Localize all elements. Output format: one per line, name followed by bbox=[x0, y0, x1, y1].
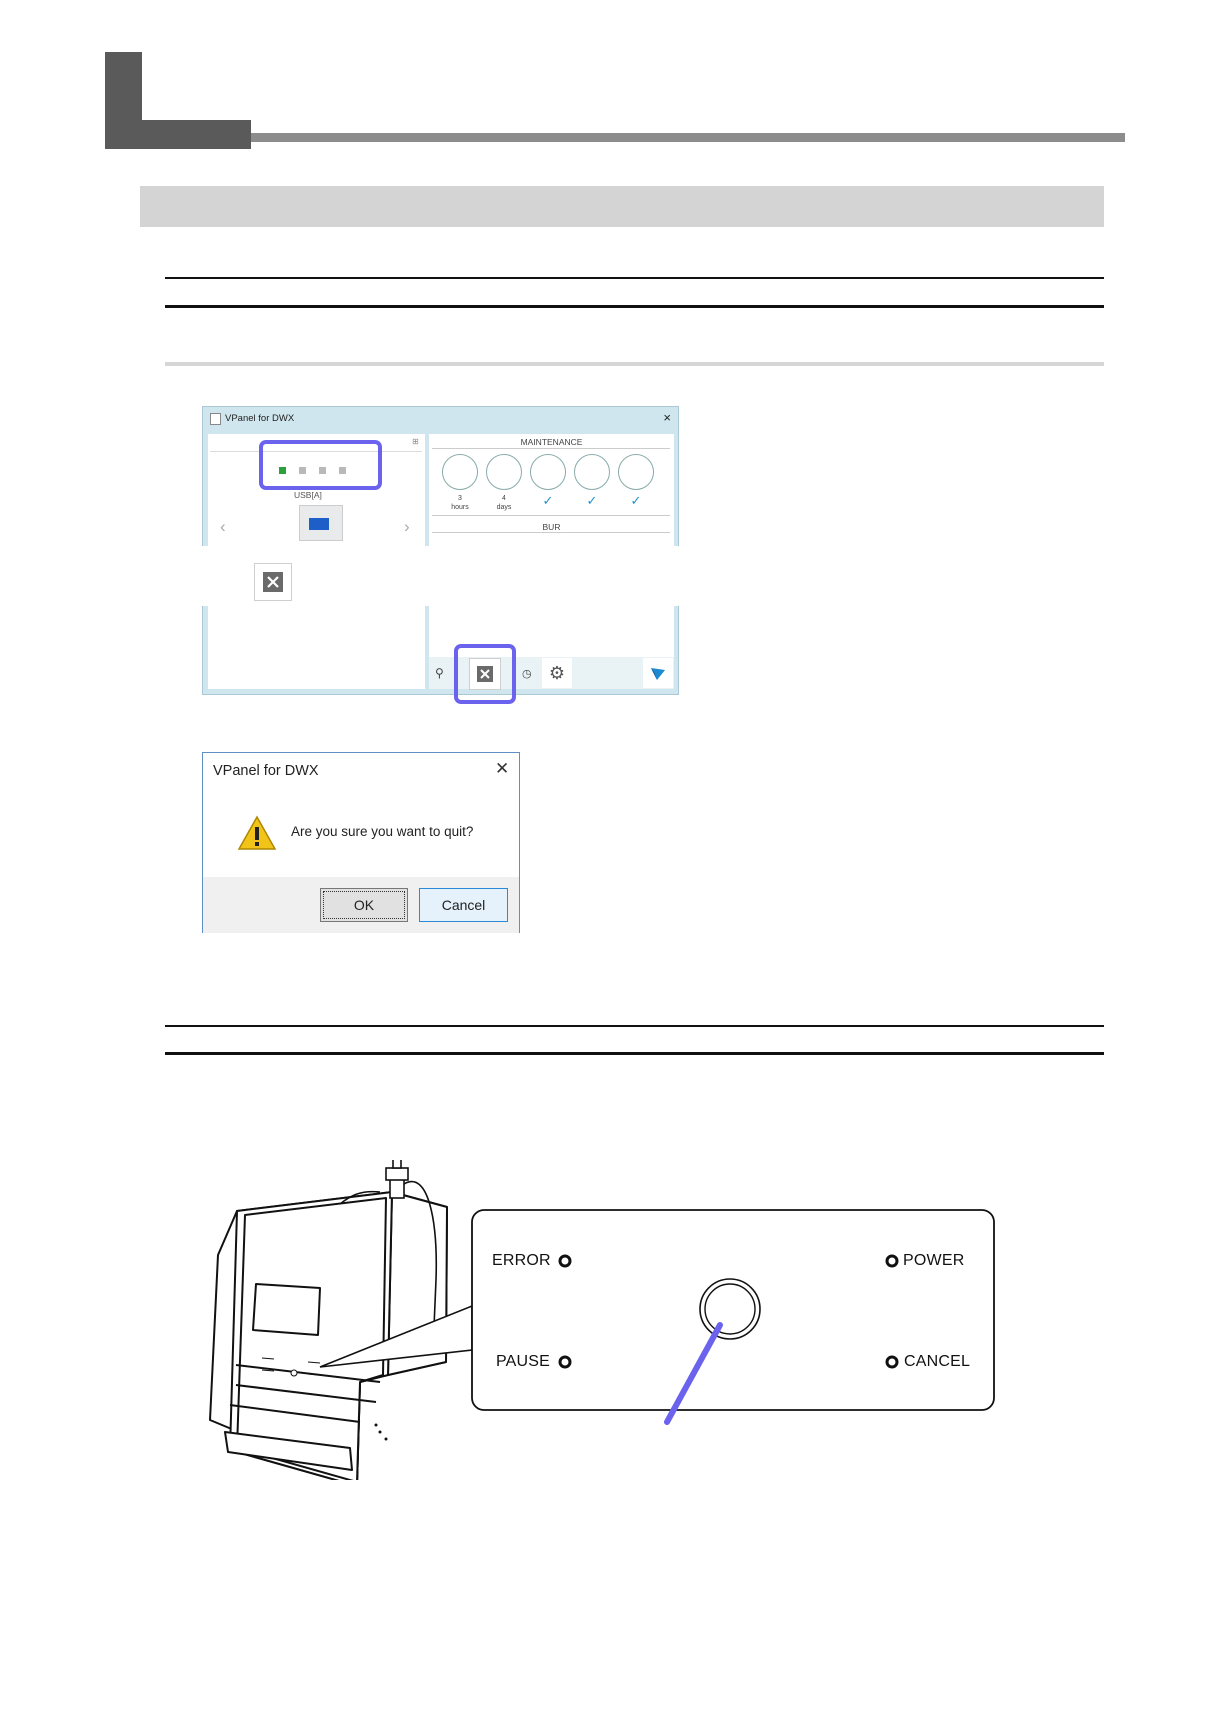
maintenance-ok-check-icon: ✓ bbox=[630, 493, 642, 508]
heading-rule-bottom-2 bbox=[165, 1052, 1104, 1055]
heading-rule-top-2 bbox=[165, 1025, 1104, 1027]
next-machine-icon[interactable]: › bbox=[404, 517, 410, 536]
cancel-button[interactable]: Cancel bbox=[419, 888, 508, 922]
bur-rule-top bbox=[432, 515, 670, 516]
maintenance-oil-icon[interactable] bbox=[574, 454, 610, 490]
chapter-tab-base bbox=[105, 120, 251, 149]
quit-icon-enlarged[interactable] bbox=[254, 563, 292, 601]
vpanel-title: VPanel for DWX bbox=[225, 413, 295, 424]
chapter-rule bbox=[251, 133, 1125, 142]
ok-button[interactable]: OK bbox=[320, 888, 408, 922]
maintenance-cleaning-icon[interactable] bbox=[530, 454, 566, 490]
maintenance-value-2-unit: days bbox=[496, 504, 512, 511]
maintenance-value-1 bbox=[442, 494, 478, 512]
connection-label: USB[A] bbox=[294, 490, 322, 500]
machine-thumbnail bbox=[299, 505, 343, 541]
heading-rule-bottom bbox=[165, 305, 1104, 308]
maintenance-value-2 bbox=[486, 494, 522, 512]
maintenance-title: MAINTENANCE bbox=[520, 437, 583, 447]
maintenance-ok-check-icon: ✓ bbox=[542, 493, 554, 508]
maintenance-value-2-number: 4 bbox=[502, 495, 506, 502]
maintenance-value-1-unit: hours bbox=[451, 504, 469, 511]
warning-icon bbox=[237, 815, 277, 856]
settings-gear-icon[interactable]: ⚙ bbox=[542, 658, 572, 688]
quit-button-highlight bbox=[454, 644, 516, 704]
bur-title: BUR bbox=[542, 522, 561, 532]
machine-selector-highlight bbox=[259, 440, 382, 490]
dialog-close-icon[interactable]: ✕ bbox=[495, 759, 510, 778]
maintenance-rule bbox=[432, 448, 670, 449]
toolbar-clock-icon[interactable]: ◷ bbox=[522, 668, 532, 680]
machine-illustration bbox=[200, 1160, 1000, 1480]
heading-rule-top bbox=[165, 277, 1104, 279]
dialog-button-bar bbox=[203, 877, 519, 933]
window-close-icon[interactable]: × bbox=[663, 410, 671, 425]
led-cancel-label: CANCEL bbox=[904, 1353, 971, 1370]
led-power-label: POWER bbox=[903, 1252, 965, 1269]
prev-machine-icon[interactable]: ‹ bbox=[220, 517, 226, 536]
vpanel-title-bar bbox=[203, 407, 678, 431]
grid-menu-icon[interactable]: ⊞ bbox=[412, 437, 419, 446]
bur-rule bbox=[432, 532, 670, 533]
led-pause-label: PAUSE bbox=[496, 1353, 551, 1370]
app-icon bbox=[210, 413, 221, 425]
dialog-title: VPanel for DWX bbox=[213, 763, 319, 779]
maintenance-bur-icon[interactable] bbox=[618, 454, 654, 490]
step-divider bbox=[165, 362, 1104, 366]
quit-dialog bbox=[202, 752, 520, 933]
led-error-label: ERROR bbox=[492, 1252, 551, 1269]
maintenance-value-1-number: 3 bbox=[458, 495, 462, 502]
maintenance-ok-check-icon: ✓ bbox=[586, 493, 598, 508]
maintenance-clamp-icon[interactable] bbox=[486, 454, 522, 490]
maintenance-spindle-icon[interactable] bbox=[442, 454, 478, 490]
brand-logo-icon[interactable] bbox=[643, 658, 673, 688]
toolbar-tool-icon[interactable]: ⚲ bbox=[435, 666, 444, 680]
dialog-message: Are you sure you want to quit? bbox=[291, 824, 474, 839]
section-title-bar bbox=[140, 186, 1104, 227]
machine-thumbnail-screen bbox=[309, 518, 329, 530]
